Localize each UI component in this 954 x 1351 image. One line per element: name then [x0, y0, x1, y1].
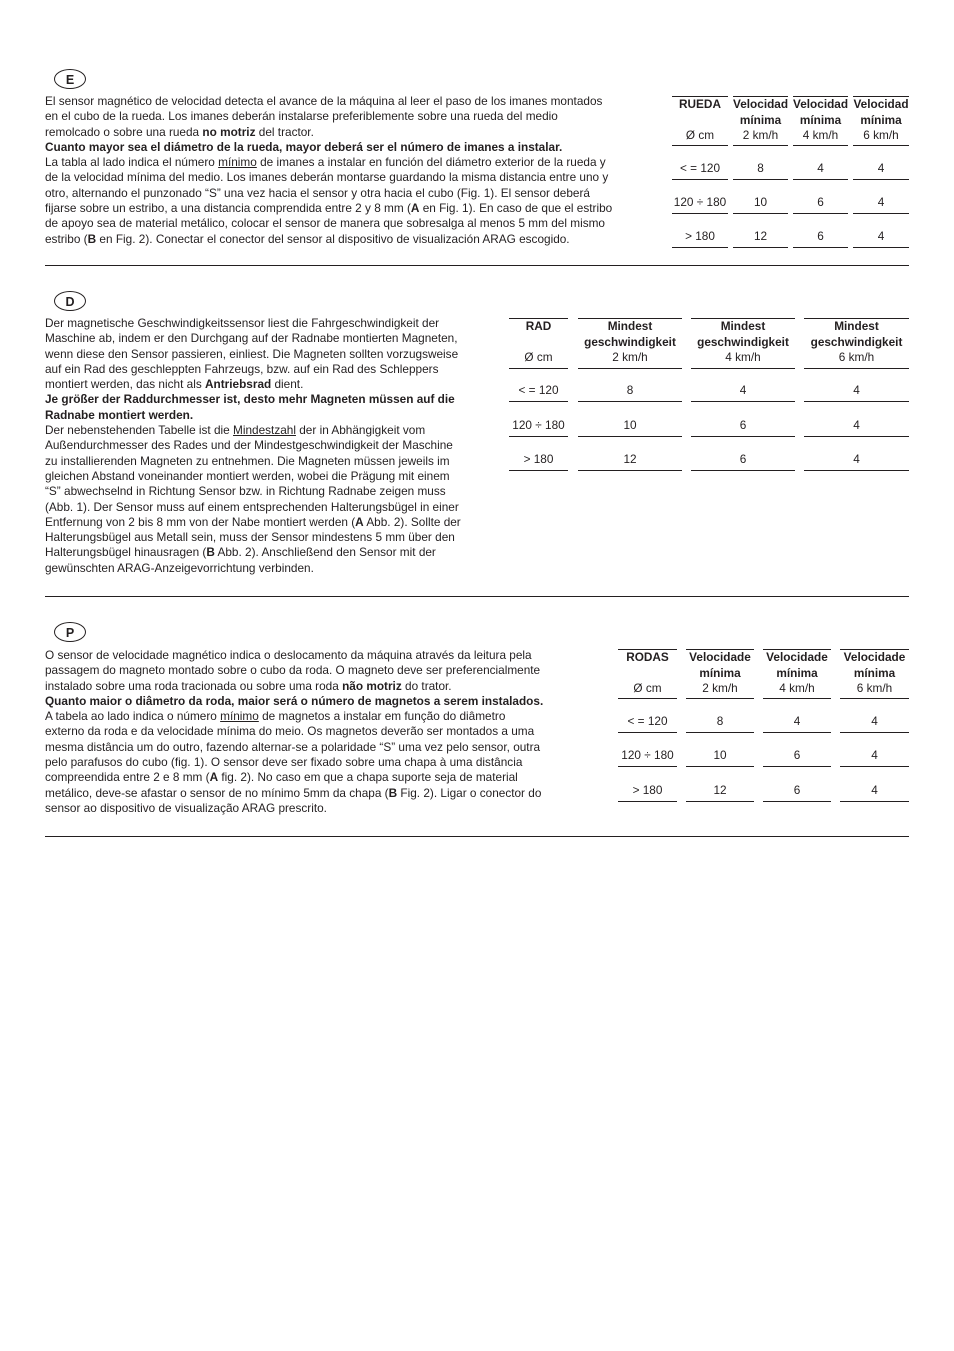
- table-rule: [618, 766, 677, 767]
- table-header-label: mínima: [739, 112, 782, 127]
- bold-text: B: [87, 231, 97, 246]
- table-header-unit: 4 km/h: [779, 681, 815, 695]
- table-cell-magnets: 4: [877, 229, 885, 243]
- underlined-text: Mindestzahl: [233, 423, 296, 438]
- table-header-label: geschwindigkeit: [810, 334, 903, 349]
- table-header-label: mínima: [776, 665, 818, 680]
- table-rule: [686, 732, 754, 733]
- table-cell-magnets: 4: [793, 714, 801, 728]
- table-cell-magnets: 4: [853, 383, 860, 397]
- text-line: [45, 109, 670, 124]
- table-header-label: Velocidad: [793, 97, 849, 111]
- table-cell-magnets: 4: [853, 418, 860, 432]
- text-run: dient.: [271, 377, 304, 392]
- table-header-label: Mindest: [607, 319, 653, 333]
- table-cell-magnets: 4: [877, 161, 885, 175]
- table-column-diameter: [672, 96, 728, 249]
- bold-text: B: [206, 545, 215, 560]
- bold-text: A: [355, 514, 364, 529]
- text-run: instalado sobre uma roda tracionada ou sobre uma roda: [45, 678, 343, 693]
- text-run: La tabla al lado indica el número: [45, 155, 219, 170]
- table-header-label: RUEDA: [679, 97, 721, 111]
- section-divider: [45, 596, 909, 597]
- table-header-label: RAD: [525, 319, 552, 333]
- text-line: [45, 454, 510, 469]
- text-line: [45, 740, 605, 755]
- text-line: [45, 201, 670, 216]
- text-run: gleichen Abstand voneinander montiert werden, wobei die Prägung mit einem: [45, 468, 450, 483]
- text-line: [45, 770, 605, 785]
- text-line: [45, 232, 670, 247]
- table-cell-magnets: 4: [871, 783, 878, 797]
- text-line: [45, 186, 670, 201]
- table-rule: [578, 436, 682, 437]
- text-line: [45, 530, 510, 545]
- text-line: [45, 648, 605, 663]
- text-line: [45, 316, 510, 331]
- text-run: en Fig. 1). En caso de que el estribo: [419, 201, 613, 216]
- table-rule: [686, 698, 754, 699]
- bold-text: Antriebsrad: [205, 377, 272, 392]
- text-run: remolcado o sobre una rueda: [45, 124, 203, 139]
- table-column-speed: [804, 318, 909, 472]
- table-header-label: mínima: [860, 112, 902, 127]
- text-run: del tractor.: [255, 124, 314, 139]
- table-header-label: Velocidad: [733, 97, 789, 111]
- text-line: [45, 694, 605, 709]
- table-header-unit: 2 km/h: [702, 681, 738, 695]
- table-header-label: mínima: [799, 112, 842, 127]
- table-cell-magnets: 4: [871, 714, 878, 728]
- text-line: [45, 94, 670, 109]
- table-header-label: geschwindigkeit: [697, 334, 789, 349]
- text-run: de magnetos a instalar em função do diâmetro: [258, 709, 506, 724]
- table-header-unit: 6 km/h: [856, 681, 893, 695]
- text-line: [45, 155, 670, 170]
- text-line: [45, 755, 605, 770]
- table-cell-diameter: < = 120: [627, 714, 668, 728]
- section-badge-p: P: [54, 622, 86, 642]
- bold-text: Cuanto mayor sea el diámetro de la rueda, mayor deberá ser el número de imanes a instalar.: [45, 139, 563, 154]
- text-line: [45, 377, 510, 392]
- text-line: [45, 140, 670, 155]
- table-rule: [804, 401, 909, 402]
- table-rule: [672, 213, 728, 214]
- table-rule: [733, 145, 788, 146]
- table-cell-magnets: 6: [817, 229, 824, 243]
- section-badge-e: E: [54, 69, 86, 89]
- table-rule: [672, 179, 728, 180]
- text-run: Abb. 2). Anschließend den Sensor mit der: [214, 545, 436, 560]
- table-column-speed: [686, 649, 754, 803]
- text-line: [45, 469, 510, 484]
- table-rule: [509, 436, 568, 437]
- table-rule: [840, 698, 909, 699]
- section-text-d: [45, 316, 510, 576]
- table-column-speed: [793, 96, 848, 249]
- table-rule: [804, 436, 909, 437]
- text-line: [45, 545, 510, 560]
- table-header-label: geschwindigkeit: [584, 334, 676, 349]
- table-header-unit: 4 km/h: [802, 128, 839, 142]
- bold-text: B: [388, 785, 398, 800]
- table-header-unit: 6 km/h: [838, 350, 875, 364]
- text-run: zu installierenden Magneten zu entnehmen. Die Magneten müssen jeweils im: [45, 453, 450, 468]
- table-rule: [578, 368, 682, 369]
- text-run: A tabela ao lado indica o número: [45, 709, 221, 724]
- table-cell-diameter: > 180: [632, 783, 663, 797]
- table-column-speed: [853, 96, 909, 249]
- text-run: gewünschten ARAG-Anzeigevorrichtung verbinden.: [45, 560, 314, 575]
- table-rule: [793, 213, 848, 214]
- text-run: montiert werden, das nicht als: [45, 377, 205, 392]
- table-header-label: mínima: [699, 665, 741, 680]
- table-cell-diameter: < = 120: [518, 383, 559, 397]
- table-header-label: Mindest: [720, 319, 766, 333]
- table-cell-diameter: > 180: [523, 452, 554, 466]
- table-rule: [618, 698, 677, 699]
- table-header-label: RODAS: [626, 650, 669, 664]
- table-header-unit: Ø cm: [524, 350, 553, 364]
- text-line: [45, 484, 510, 499]
- bold-text: A: [209, 770, 219, 785]
- text-line: [45, 801, 605, 816]
- text-run: O sensor de velocidade magnético indica o deslocamento da máquina através da leitura pela: [45, 648, 532, 662]
- table-rule: [853, 179, 909, 180]
- table-cell-magnets: 10: [713, 748, 727, 762]
- table-cell-magnets: 6: [739, 418, 747, 432]
- table-header-label: Velocidade: [766, 650, 828, 664]
- text-line: [45, 347, 510, 362]
- text-run: Entfernung von 2 bis 8 mm von der Nabe montiert werden (: [45, 514, 356, 529]
- table-cell-magnets: 6: [793, 783, 801, 797]
- text-line: [45, 438, 510, 453]
- bold-text: Je größer der Raddurchmesser ist, desto mehr Magneten müssen auf die: [45, 392, 455, 407]
- text-run: de imanes a instalar en función del diámetro exterior de la rueda y: [256, 155, 606, 170]
- table-cell-diameter: < = 120: [679, 161, 721, 175]
- table-cell-magnets: 4: [853, 452, 860, 466]
- table-cell-diameter: > 180: [685, 229, 715, 243]
- table-header-unit: 2 km/h: [742, 128, 779, 142]
- section-text-e: [45, 94, 670, 247]
- text-run: Halterungsbügel aus Metall sein, muss der Sensor mindestens 5 mm über den: [45, 530, 455, 545]
- table-rule: [618, 732, 677, 733]
- table-header-unit: 4 km/h: [725, 350, 761, 364]
- text-run: pelo parafusos do cubo (fig. 1). O sensor deve ser fixado sobre uma chapa à uma distância: [45, 755, 523, 770]
- text-run: passagem do magneto montado sobre o cubo da roda. O magneto deve ser preferencialmente: [45, 663, 541, 678]
- text-line: [45, 423, 510, 438]
- table-cell-magnets: 4: [871, 748, 878, 762]
- text-run: Der nebenstehenden Tabelle ist die: [45, 423, 234, 438]
- table-header-unit: 6 km/h: [863, 128, 899, 142]
- table-rule: [733, 179, 788, 180]
- table-rule: [691, 368, 795, 369]
- text-line: [45, 663, 605, 678]
- table-rule: [793, 145, 848, 146]
- table-rule: [578, 470, 682, 471]
- text-run: “S” abwechselnd in Richtung Sensor bzw. in Richtung Radnabe zeigen muss: [45, 484, 446, 499]
- table-cell-magnets: 12: [753, 229, 768, 243]
- table-rule: [763, 732, 831, 733]
- text-run: estribo (: [45, 231, 88, 246]
- table-cell-diameter: 120 ÷ 180: [512, 418, 565, 432]
- table-column-diameter: [618, 649, 677, 803]
- text-line: [45, 515, 510, 530]
- table-rule: [853, 247, 909, 248]
- table-column-speed: [840, 649, 909, 803]
- text-run: en Fig. 2). Conectar el conector del sensor al dispositivo de visualización ARAG escogido.: [96, 231, 570, 246]
- table-rule: [691, 436, 795, 437]
- table-header-unit: Ø cm: [633, 681, 662, 695]
- table-rule: [840, 766, 909, 767]
- bold-text: Quanto maior o diâmetro da roda, maior será o número de magnetos a serem instalados.: [45, 693, 544, 708]
- text-run: Halterungsbügel hinausragen (: [45, 545, 207, 560]
- text-run: sensor ao dispositivo de visualização ARAG prescrito.: [45, 800, 327, 815]
- text-run: en el cubo de la rueda. Los imanes deberán instalarse preferiblemente sobre una rueda del medio: [45, 109, 558, 124]
- table-rule: [672, 247, 728, 248]
- text-run: wenn diese den Sensor passieren, einliest. Die Magneten sollten vorzugsweise: [45, 346, 459, 361]
- table-rule: [793, 247, 848, 248]
- table-cell-magnets: 4: [817, 161, 824, 175]
- table-rule: [509, 368, 568, 369]
- table-cell-magnets: 4: [739, 383, 747, 397]
- section-divider: [45, 265, 909, 266]
- text-line: [45, 724, 605, 739]
- table-cell-magnets: 6: [793, 748, 801, 762]
- text-run: otro, alternando el punzonado “S” una vez hacia el sensor y otra hacia el cubo (Fig. 1). El sensor deberá: [45, 185, 590, 200]
- table-rule: [733, 247, 788, 248]
- table-rule: [840, 732, 909, 733]
- table-cell-magnets: 4: [877, 195, 885, 209]
- section-text-p: [45, 648, 605, 816]
- section-divider: [45, 836, 909, 837]
- table-rule: [578, 401, 682, 402]
- table-header-label: Velocidade: [843, 650, 906, 664]
- text-line: [45, 125, 670, 140]
- text-line: [45, 500, 510, 515]
- table-cell-magnets: 6: [817, 195, 824, 209]
- table-rule: [691, 401, 795, 402]
- text-run: metálico, deve-se afastar o sensor de no mínimo 5mm da chapa (: [45, 785, 389, 800]
- text-run: fig. 2). No caso em que a chapa suporte seja de material: [218, 770, 518, 785]
- text-line: [45, 709, 605, 724]
- text-line: [45, 331, 510, 346]
- bold-text: no motriz: [202, 124, 256, 139]
- table-rule: [672, 145, 728, 146]
- table-cell-magnets: 8: [757, 161, 764, 175]
- text-line: [45, 786, 605, 801]
- table-rule: [804, 368, 909, 369]
- text-line: [45, 408, 510, 423]
- table-column-speed: [691, 318, 795, 472]
- table-rule: [509, 470, 568, 471]
- table-cell-magnets: 8: [716, 714, 724, 728]
- table-cell-magnets: 6: [739, 452, 747, 466]
- table-rule: [686, 801, 754, 802]
- table-rule: [804, 470, 909, 471]
- table-rule: [618, 801, 677, 802]
- underlined-text: mínimo: [220, 709, 259, 724]
- table-cell-magnets: 8: [626, 383, 634, 397]
- text-run: El sensor magnético de velocidad detecta el avance de la máquina al leer el paso de los imanes montados: [45, 94, 603, 108]
- table-header-label: Mindest: [834, 319, 879, 333]
- text-run: der in Abhängigkeit vom: [295, 423, 426, 438]
- text-run: Außendurchmesser des Rades und der Mindestgeschwindigkeit der Maschine: [45, 438, 453, 453]
- text-line: [45, 362, 510, 377]
- table-header-label: Velocidad: [853, 97, 909, 111]
- text-line: [45, 561, 510, 576]
- text-run: fijarse sobre un estribo, a una distancia comprendida entre 2 y 8 mm (: [45, 201, 411, 216]
- text-run: externo da roda e da velocidade mínima do meio. Os magnetos deverão ser montados a uma: [45, 724, 535, 739]
- text-run: auf ein Rad des geschleppten Fahrzeugs, bzw. auf ein Rad des Schleppers: [45, 361, 439, 376]
- text-run: de la velocidad mínima del medio. Los imanes deberán montarse guardando la misma distancia entre uno y: [45, 170, 609, 185]
- table-header-label: mínima: [853, 665, 896, 680]
- table-header-unit: 2 km/h: [612, 350, 648, 364]
- table-rule: [793, 179, 848, 180]
- text-line: [45, 679, 605, 694]
- text-run: compreendida entre 2 e 8 mm (: [45, 770, 210, 785]
- table-cell-magnets: 10: [753, 195, 768, 209]
- text-line: [45, 170, 670, 185]
- table-header-unit: Ø cm: [685, 128, 715, 142]
- text-run: Abb. 2). Sollte der: [363, 514, 461, 529]
- text-run: Fig. 2). Ligar o conector do: [397, 785, 542, 800]
- table-rule: [763, 698, 831, 699]
- table-cell-magnets: 12: [623, 452, 637, 466]
- table-column-speed: [733, 96, 788, 249]
- table-column-speed: [578, 318, 682, 472]
- text-run: Der magnetische Geschwindigkeitssensor liest die Fahrgeschwindigkeit der: [45, 316, 440, 330]
- bold-text: não motriz: [342, 678, 402, 693]
- table-rule: [686, 766, 754, 767]
- table-cell-diameter: 120 ÷ 180: [621, 748, 674, 762]
- text-run: Maschine ab, indem er den Durchgang auf der Radnabe montierten Magneten,: [45, 331, 458, 346]
- bold-text: Radnabe montiert werden.: [45, 407, 194, 422]
- text-run: (Abb. 1). Der Sensor muss auf einem entsprechenden Halterungsbügel in einer: [45, 499, 459, 514]
- table-cell-magnets: 10: [623, 418, 637, 432]
- table-rule: [691, 470, 795, 471]
- text-run: mesma distância um do outro, fazendo alternar-se a polaridade “S” uma vez pelo sensor, outra: [45, 739, 541, 754]
- table-cell-magnets: 12: [713, 783, 727, 797]
- table-rule: [840, 801, 909, 802]
- table-column-speed: [763, 649, 831, 803]
- table-rule: [733, 213, 788, 214]
- text-run: de apoyo sea de material metálico, colocar el sensor de manera que sobresalga al menos 5 mm del mismo: [45, 216, 605, 231]
- table-rule: [853, 213, 909, 214]
- underlined-text: mínimo: [218, 155, 257, 170]
- table-rule: [763, 801, 831, 802]
- text-run: do trator.: [401, 678, 452, 693]
- section-badge-d: D: [54, 291, 86, 311]
- table-column-diameter: [509, 318, 568, 472]
- table-cell-diameter: 120 ÷ 180: [673, 195, 727, 209]
- table-rule: [763, 766, 831, 767]
- text-line: [45, 392, 510, 407]
- text-line: [45, 216, 670, 231]
- table-header-label: Velocidade: [689, 650, 751, 664]
- bold-text: A: [410, 201, 420, 216]
- table-rule: [853, 145, 909, 146]
- table-rule: [509, 401, 568, 402]
